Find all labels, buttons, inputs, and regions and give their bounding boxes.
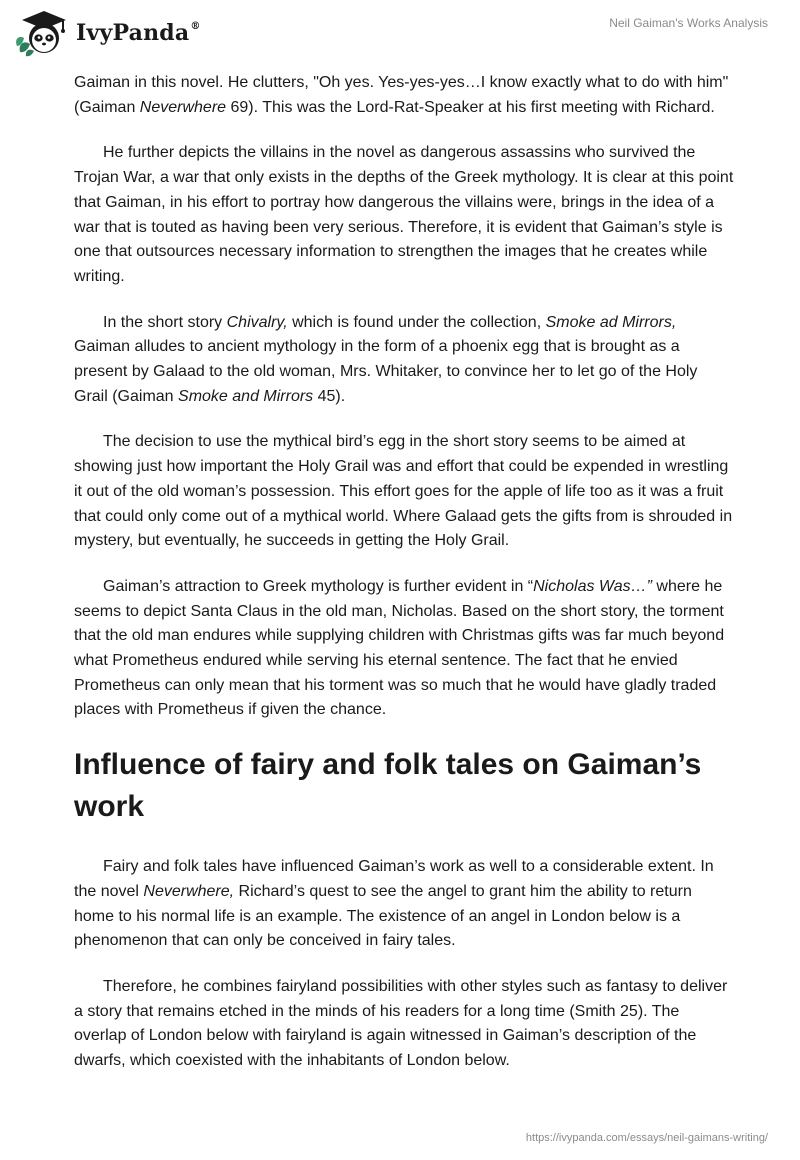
document-title: Neil Gaiman's Works Analysis	[609, 16, 768, 30]
text-run: which is found under the collection,	[287, 313, 546, 331]
text-run: In the short story	[103, 313, 227, 331]
text-run: 45).	[313, 387, 346, 405]
panda-graduate-icon	[14, 8, 70, 58]
essay-body	[74, 71, 734, 1095]
ivypanda-logo[interactable]	[14, 8, 201, 58]
brand-name: IvyPanda	[76, 20, 190, 46]
registered-mark: ®	[190, 21, 201, 32]
text-run: Gaiman alludes to ancient mythology in the form of a phoenix egg that is brought as a present by Galaad to the old woman, Mrs. Whitaker, to convince her to let go of the Holy Grail (Gaiman	[74, 338, 698, 405]
book-title: Neverwhere,	[143, 882, 235, 900]
source-url[interactable]: https://ivypanda.com/essays/neil-gaimans-writing/	[525, 1132, 768, 1144]
paragraph-2: He further depicts the villains in the novel as dangerous assassins who survived the Trojan War, a war that only exists in the depths of the Greek mythology. It is clear at this point that Gaiman, in his effort to portray how dangerous the villains were, brings in the idea of a war that is touted as having been very serious. Therefore, it is evident that Gaiman’s style is one that outsources necessary information to strengthen the images that he creates while writing.	[74, 144, 734, 285]
paragraph-4: The decision to use the mythical bird’s egg in the short story seems to be aimed at showing just how important the Holy Grail was and effort that could be expended in wrestling it out of the old woman’s possession. This effort goes for the apple of life too as it was a fruit that could only come out of a mythical world. Where Galaad gets the gifts from is shrouded in mystery, but eventually, he succeeds in getting the Holy Grail.	[74, 433, 733, 550]
paragraph-6	[74, 855, 734, 954]
text-run: Gaiman’s attraction to Greek mythology is further evident in “	[103, 577, 534, 595]
text-run: Gaiman in this novel. He clutters, "Oh yes. Yes-yes-yes…I know exactly what to do with him" (Gaiman	[74, 74, 729, 116]
text-run: 69). This was the Lord-Rat-Speaker at his first meeting with Richard.	[226, 98, 715, 116]
paragraph-7: Therefore, he combines fairyland possibilities with other styles such as fantasy to deliver a story that remains etched in the minds of his readers for a long time (Smith 25). The overlap of London below with fairyland is again witnessed in Gaiman’s description of the dwarfs, which coexisted with the inhabitants of London below.	[74, 977, 728, 1070]
text-run: Fairy and folk tales have influenced Gaiman’s work as well to a considerable extent. In the novel	[74, 858, 714, 900]
paragraph-5	[74, 575, 734, 723]
text-run: Richard’s quest to see the angel to grant him the ability to return home to his normal life is an example. The existence of an angel in London below is a phenomenon that can only be conceived in fairy tales.	[74, 882, 692, 950]
page-header	[0, 0, 800, 70]
logo-wordmark	[76, 20, 201, 46]
story-title: Chivalry,	[226, 313, 288, 331]
story-title: Nicholas Was…”	[533, 577, 652, 595]
section-heading: Influence of fairy and folk tales on Gaiman’s work	[74, 748, 702, 824]
paragraph-3	[74, 311, 734, 410]
book-title: Smoke and Mirrors	[178, 387, 314, 405]
book-title: Neverwhere	[139, 98, 227, 116]
paragraph-1	[74, 71, 734, 120]
collection-title: Smoke ad Mirrors,	[545, 313, 677, 331]
text-run: where he seems to depict Santa Claus in the old man, Nicholas. Based on the short story, the torment that the old man endures while supplying children with Christmas gifts was far much beyond what Prometheus endured while serving his eternal sentence. The fact that he envied Prometheus can only mean that his torment was so much that he would have gladly traded places with Prometheus if given the chance.	[74, 577, 725, 719]
